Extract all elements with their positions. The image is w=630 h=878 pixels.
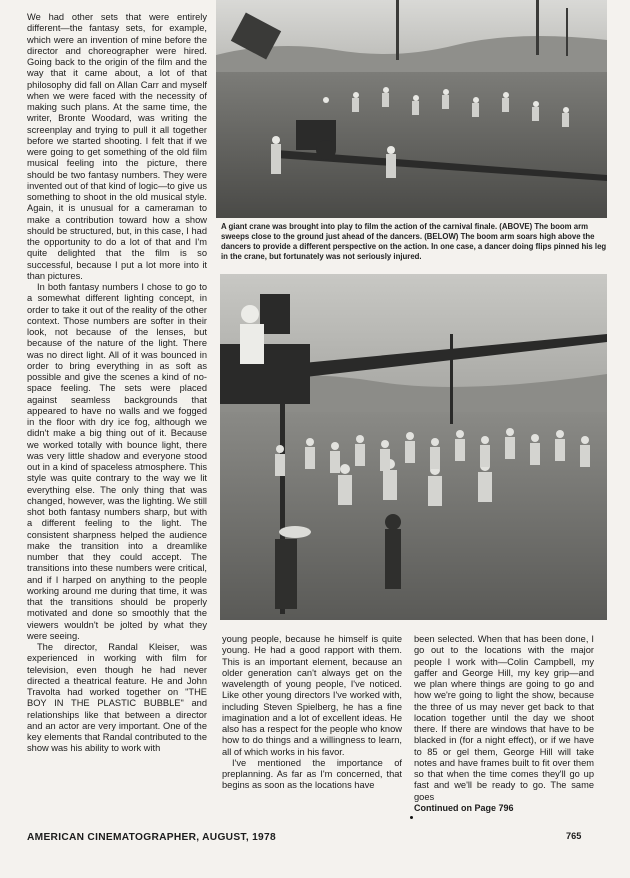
page-number: 765 — [566, 831, 582, 841]
paragraph: been selected. When that has been done, I go out to the locations with the major people I work with—Colin Campbell, my gaffer and George Hill, my key grip—and we plan where things are going to go and how we're going to light the show, because the three of us may never get back to that location together until the day we shoot there. If there are windows that have to be blacked in (for a night effect), or if we have to 85 or gel them, George Hill will take notes and have frames built to fit over them so that when the time comes they'll go up fast and we'll be ready to go. The same goes — [414, 634, 594, 802]
footer-magazine-title: AMERICAN CINEMATOGRAPHER, AUGUST, 1978 — [27, 832, 276, 843]
photo-crane-high-boom-image — [220, 274, 607, 620]
photo-crane-low-boom — [216, 0, 607, 218]
end-bullet — [410, 816, 413, 819]
photo-crane-high-boom — [220, 274, 607, 620]
article-column-left — [27, 12, 207, 802]
continued-link[interactable]: Continued on Page 796 — [414, 802, 514, 813]
paragraph: young people, because he himself is quite young. He had a good rapport with them. This is an important element, because an older generation can't always get on the wavelength of young people, I've noticed. Like other young directors I've worked with, including Steven Spielberg, he has a fine imagination and a lot of excellent ideas. He also has a respect for the people who know how to do things and a willingness to learn, all of which works in his favor. — [222, 634, 402, 757]
paragraph: We had other sets that were entirely different—the fantasy sets, for example, which were an invention of mine before the director and choreographer were hired. Going back to the origin of the film and the way that it came about, a lot of that philosophy did fall on Allan Carr and myself when we were faced with the necessity of making such plans. At the same time, the writer, Bronte Woodard, was writing the screenplay and trying to pull it all together before we started shooting. I felt that if we were going to get something of the old film musical feeling into the picture, there should be two fantasy numbers. They were invented out of that kind of logic—to give us something to shoot in the old musical style. Again, it is unusual for a cameraman to make a contribution toward how a show should be structured, but, in this case, I had the opportunity to do a lot of that and I'm quite delighted that the film is so successful, because I put a lot more into it than pictures. — [27, 12, 207, 281]
photo-caption: A giant crane was brought into play to film the action of the carnival finale. (ABOVE) The boom arm sweeps close to the ground just ahead of the dancers. (BELOW) The boom arm soars high above the dancers to provide a different perspective on the action. In one case, a dancer doing flips pinned his leg in the crane, but fortunately was not seriously injured. — [221, 222, 607, 261]
article-column-right — [414, 634, 594, 813]
paragraph: The director, Randal Kleiser, was experienced in working with film for television, even though he had never directed a theatrical feature. He and John Travolta had worked together on "THE BOY IN THE PLASTIC BUBBLE" and relationships like that between a director and an actor are very important. One of the key elements that Randal contributed to the show was his ability to work with — [27, 642, 207, 754]
article-column-middle — [222, 634, 402, 804]
photo-crane-low-boom-image — [216, 0, 607, 218]
paragraph: In both fantasy numbers I chose to go to a somewhat different lighting concept, in order to take it out of the reality of the other context. Those numbers are softer in their look, not because of the lenses, but because of the nature of the light. There was no direct light. All of it was bounced in order to bring everything in as soft as possible and give the scenes a kind of no-space feeling. The sets were placed against seamless backgrounds that appeared to have no walls and we fogged in the floor with dry ice fog, although we didn't make a big thing out of it. Because we worked totally with bounce light, there was very little shadow and everyone stood out in a kind of spaceless atmosphere. This style was quite contrary to the way we lit everything else. The only thing that was changed, however, was the lighting. We still shot both fantasy numbers sharp, but with a different feeling to the light. The consistent sharpness helped the audience make the transition into a dreamlike number that they could accept. The transitions into these numbers were critical, and if I harped on anything to the people working around me during that time, it was that the transitions should be properly motivated and done so smoothly that the viewers wouldn't be jolted by what they were seeing. — [27, 282, 207, 641]
paragraph: I've mentioned the importance of preplanning. As far as I'm concerned, that begins as soon as the locations have — [222, 757, 402, 791]
